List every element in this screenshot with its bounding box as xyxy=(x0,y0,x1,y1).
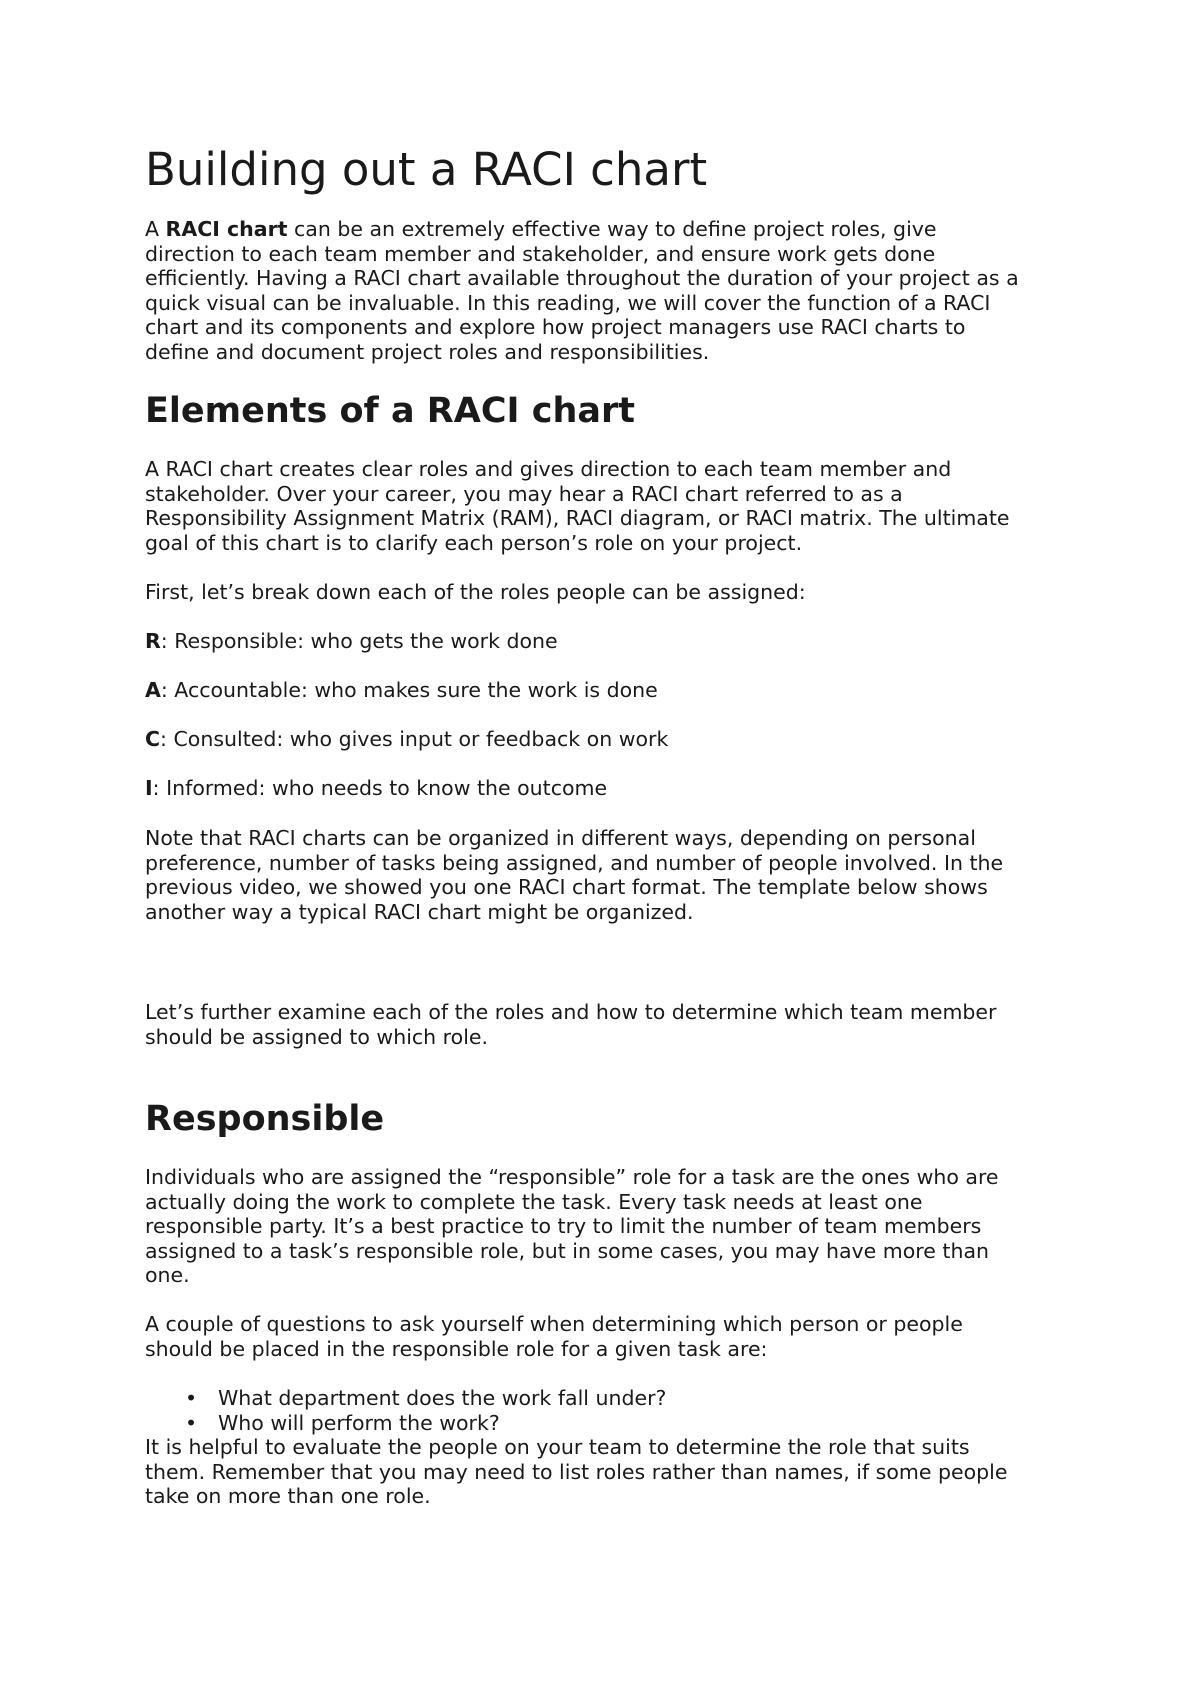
paragraph-line: Note that RACI charts can be organized in different ways, depending on personal xyxy=(145,826,976,850)
bullet-icon: • xyxy=(185,1410,198,1435)
paragraph-line: responsible party. It’s a best practice to try to limit the number of team members xyxy=(145,1214,982,1238)
paragraph-line: should be placed in the responsible role for a given task are: xyxy=(145,1336,768,1361)
list-item xyxy=(145,1386,666,1411)
elements-paragraph xyxy=(145,457,1010,555)
paragraph-line: another way a typical RACI chart might be organized. xyxy=(145,899,694,924)
further-paragraph xyxy=(145,1000,996,1049)
paragraph-line: Responsibility Assignment Matrix (RAM), RACI diagram, or RACI matrix. The ultimate xyxy=(145,506,1010,530)
role-letter: A xyxy=(145,678,161,702)
intro-text: A xyxy=(145,217,166,241)
paragraph-line: one. xyxy=(145,1263,190,1287)
closing-paragraph xyxy=(145,1435,1007,1509)
role-consulted xyxy=(145,727,668,752)
elements-heading: Elements of a RACI chart xyxy=(145,391,635,431)
questions-paragraph xyxy=(145,1312,963,1361)
intro-line: quick visual can be invaluable. In this reading, we will cover the function of a RACI xyxy=(145,290,991,315)
role-description: : Responsible: who gets the work done xyxy=(160,629,558,653)
questions-list xyxy=(145,1386,666,1435)
intro-line: define and document project roles and responsibilities. xyxy=(145,339,710,364)
paragraph-line: stakeholder. Over your career, you may hear a RACI chart referred to as a xyxy=(145,481,903,506)
paragraph-line: A couple of questions to ask yourself when determining which person or people xyxy=(145,1312,963,1336)
paragraph-line: A RACI chart creates clear roles and gives direction to each team member and xyxy=(145,457,952,481)
paragraph-line: assigned to a task’s responsible role, but in some cases, you may have more than xyxy=(145,1238,990,1263)
role-letter: C xyxy=(145,727,161,751)
paragraph-line: should be assigned to which role. xyxy=(145,1024,489,1049)
role-responsible xyxy=(145,629,558,654)
role-description: : Consulted: who gives input or feedback on work xyxy=(160,727,669,751)
paragraph-line: Let’s further examine each of the roles and how to determine which team member xyxy=(145,1000,997,1024)
list-item-text: Who will perform the work? xyxy=(218,1410,500,1435)
intro-line xyxy=(145,217,1019,242)
responsible-paragraph xyxy=(145,1165,999,1288)
intro-paragraph xyxy=(145,217,1019,364)
intro-line: direction to each team member and stakeholder, and ensure work gets done xyxy=(145,241,936,266)
note-paragraph xyxy=(145,826,1003,924)
paragraph-line: preference, number of tasks being assigned, and number of people involved. In the xyxy=(145,850,1004,875)
document-title: Building out a RACI chart xyxy=(145,143,708,196)
role-description: : Accountable: who makes sure the work is done xyxy=(160,678,658,702)
role-description: : Informed: who needs to know the outcome xyxy=(152,776,608,800)
paragraph-line: Individuals who are assigned the “responsible” role for a task are the ones who are xyxy=(145,1165,999,1189)
paragraph-line: take on more than one role. xyxy=(145,1484,431,1508)
role-letter: I xyxy=(145,776,153,800)
paragraph-line: It is helpful to evaluate the people on your team to determine the role that suits xyxy=(145,1435,970,1459)
paragraph-line: previous video, we showed you one RACI chart format. The template below shows xyxy=(145,875,988,899)
intro-line: chart and its components and explore how project managers use RACI charts to xyxy=(145,315,966,339)
paragraph-line: them. Remember that you may need to list roles rather than names, if some people xyxy=(145,1459,1008,1484)
paragraph-line: goal of this chart is to clarify each person’s role on your project. xyxy=(145,530,803,555)
paragraph-line: actually doing the work to complete the task. Every task needs at least one xyxy=(145,1189,923,1214)
bullet-icon: • xyxy=(185,1386,198,1410)
role-accountable xyxy=(145,678,658,703)
role-informed xyxy=(145,776,607,801)
raci-chart-term: RACI chart xyxy=(165,217,288,241)
list-item-text: What department does the work fall under? xyxy=(218,1386,667,1410)
role-letter: R xyxy=(145,629,161,653)
roles-intro: First, let’s break down each of the roles people can be assigned: xyxy=(145,580,806,604)
responsible-heading: Responsible xyxy=(145,1099,385,1139)
intro-line: efficiently. Having a RACI chart available throughout the duration of your project as a xyxy=(145,266,1019,290)
list-item xyxy=(145,1411,666,1436)
intro-text: can be an extremely effective way to define project roles, give xyxy=(287,217,937,241)
